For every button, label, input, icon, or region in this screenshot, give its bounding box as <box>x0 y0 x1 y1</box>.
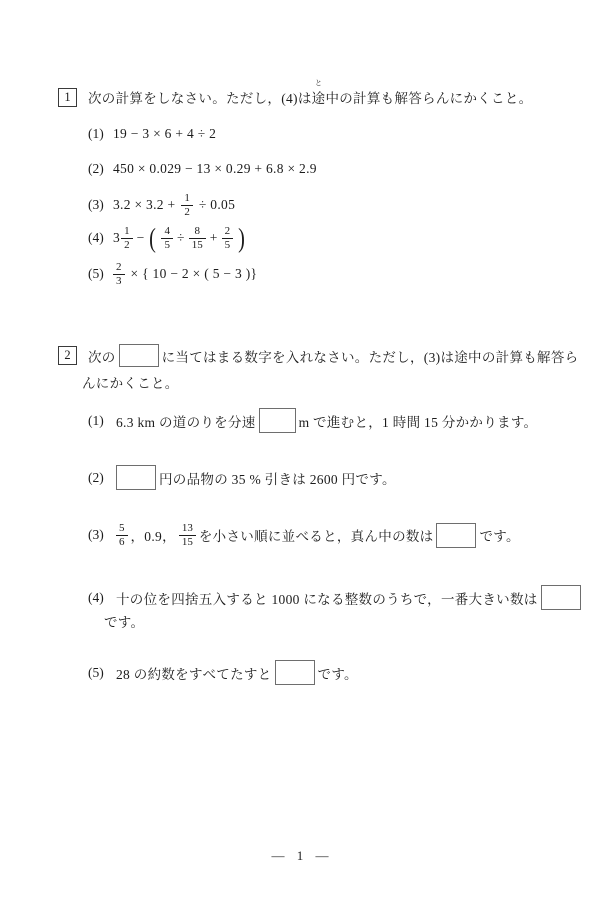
item-text-pre: 28 の約数をすべてたすと <box>116 666 272 682</box>
answer-blank-4 <box>541 585 581 610</box>
expr-post: × { 10 − 2 × ( 5 − 3 )} <box>130 266 258 281</box>
whole-part: 3 <box>113 230 121 245</box>
item-label: (2) <box>88 469 104 485</box>
math-expression: 19 − 3 × 6 + 4 ÷ 2 <box>113 126 217 141</box>
math-expression: 450 × 0.029 − 13 × 0.29 + 6.8 × 2.9 <box>113 161 317 176</box>
open-paren: ( <box>149 222 157 253</box>
ruby-base: 途 <box>311 91 326 106</box>
answer-blank-5 <box>275 660 315 685</box>
fraction-5-6: $\frac{5}{6}$ <box>116 522 128 549</box>
math-expression <box>113 192 235 219</box>
answer-blank-2 <box>116 465 156 490</box>
problem-2-number-box <box>58 346 77 365</box>
problem-1-instruction <box>88 79 533 107</box>
page-footer <box>0 848 600 864</box>
item-text-mid: ，0.9， <box>130 529 176 544</box>
p2-item-5 <box>88 661 358 684</box>
p2-instruction-wrap: んにかくこと。 <box>82 376 179 391</box>
fraction-1-2: $\frac{1}{2}$ <box>121 225 133 252</box>
item-label: (4) <box>88 589 104 605</box>
item-text-wrap: です。 <box>104 615 145 630</box>
item-text-post: です。 <box>479 529 520 544</box>
problem-2-instruction <box>88 345 578 366</box>
fraction-1-2: $\frac{1}{2}$ <box>181 192 193 219</box>
furigana-text: と <box>315 79 323 87</box>
expr-pre: 3.2 × 3.2 + <box>113 197 176 212</box>
p2-item-4 <box>88 585 581 610</box>
item-text-post: m で進むと，1 時間 15 分かかります。 <box>298 414 538 430</box>
p2-item-1 <box>88 409 537 432</box>
plus-operator: + <box>209 230 218 245</box>
item-label: (2) <box>88 161 104 176</box>
item-label: (1) <box>88 126 104 141</box>
answer-blank-header <box>119 344 159 367</box>
p2-item-2 <box>88 466 396 489</box>
item-label: (5) <box>88 664 104 680</box>
close-paren: ) <box>238 222 245 253</box>
minus-operator: − <box>136 230 145 245</box>
expr-post: ÷ 0.05 <box>198 197 236 212</box>
problem-2-instruction-line2 <box>82 373 179 391</box>
p1-item-2 <box>88 160 317 178</box>
p2-item-3 <box>88 519 520 551</box>
answer-blank-1 <box>259 408 296 433</box>
fraction-13-15: $\frac{13}{15}$ <box>179 522 196 549</box>
math-expression <box>113 222 246 253</box>
p1-item-4 <box>88 221 246 255</box>
item-text-pre: 十の位を四捨五入すると 1000 になる整数のうちで，一番大きい数は <box>116 591 538 607</box>
item-label: (4) <box>88 230 104 245</box>
ruby-word <box>311 79 326 107</box>
fraction-2-5: $\frac{2}{5}$ <box>222 225 234 252</box>
item-text-mid2: を小さい順に並べると，真ん中の数は <box>198 529 434 544</box>
p1-item-1 <box>88 125 216 143</box>
answer-blank-3 <box>436 523 476 548</box>
page-number: — 1 — <box>271 848 329 863</box>
p2-instruction-post: に当てはまる数字を入れなさい。ただし，(3)は途中の計算も解答ら <box>161 349 579 365</box>
problem-1-number-box <box>58 88 77 107</box>
item-label: (3) <box>88 197 104 212</box>
p1-instruction-pre: 次の計算をしなさい。ただし，(4)は <box>88 91 312 106</box>
fraction-4-5: $\frac{4}{5}$ <box>161 225 173 252</box>
p1-item-5 <box>88 258 257 290</box>
divide-operator: ÷ <box>176 230 185 245</box>
math-expression <box>113 261 257 288</box>
item-text-post: です。 <box>317 666 358 682</box>
p1-item-3 <box>88 189 235 221</box>
p2-item-4-line2 <box>104 612 144 630</box>
item-label: (3) <box>88 527 104 542</box>
problem-2-number: 2 <box>64 348 71 362</box>
item-label: (1) <box>88 412 104 428</box>
problem-1-number: 1 <box>64 90 71 104</box>
mixed-number <box>113 225 133 252</box>
item-text-post: 円の品物の 35 % 引きは 2600 円です。 <box>159 471 396 487</box>
fraction-8-15: $\frac{8}{15}$ <box>189 225 206 252</box>
fraction-2-3: $\frac{2}{3}$ <box>113 261 125 288</box>
item-label: (5) <box>88 266 104 281</box>
p1-instruction-post: 中の計算も解答らんにかくこと。 <box>325 91 533 106</box>
p2-instruction-pre: 次の <box>88 349 116 365</box>
item-text-pre: 6.3 km の道のりを分速 <box>116 414 256 430</box>
